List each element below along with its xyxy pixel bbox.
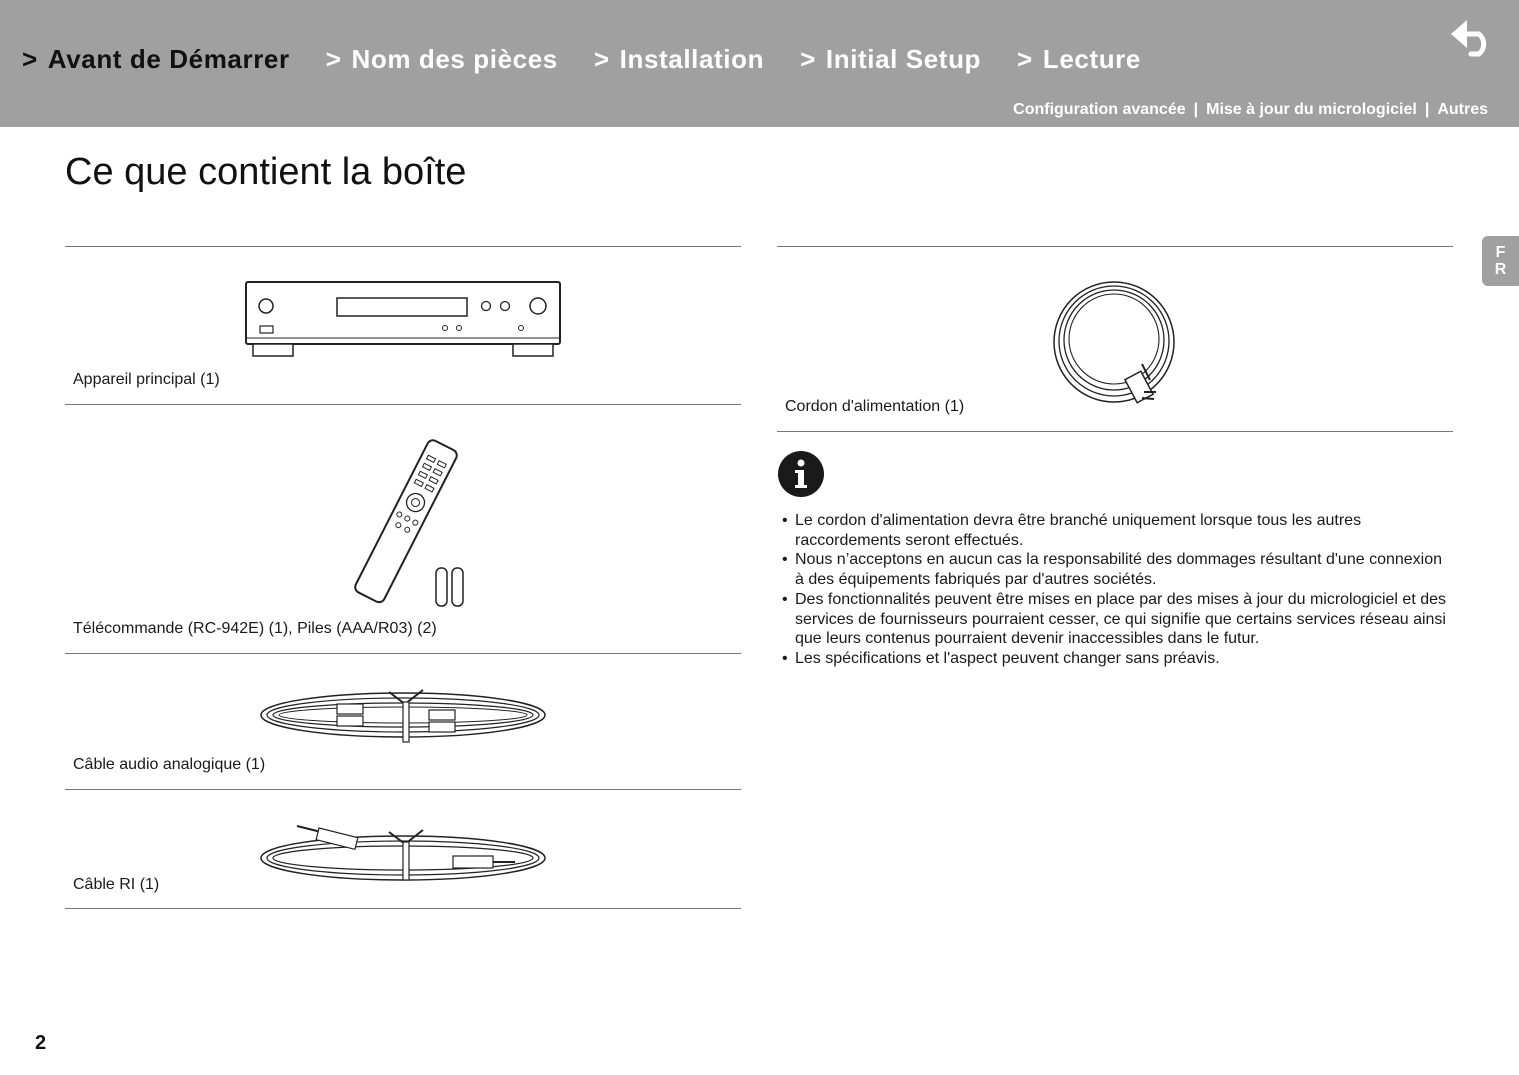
divider (65, 404, 741, 405)
divider (777, 246, 1453, 247)
divider (65, 908, 741, 909)
divider (65, 653, 741, 654)
caption-main-unit: Appareil principal (1) (73, 371, 220, 388)
subnav-configuration-avancee[interactable]: Configuration avancée (1013, 101, 1186, 118)
caption-ri-cable: Câble RI (1) (73, 876, 160, 893)
nav-item-installation[interactable]: > Installation (593, 44, 765, 74)
main-unit-illustration (243, 280, 563, 360)
note-item: • Des fonctionnalités peuvent être mises en place par des mises à jour du micrologiciel et des services de fournisseurs pourraient cesser, ce qui signifie que certains services réseau ainsi que leurs contenus pourraient devenir inaccessibles dans le futur. (782, 590, 1454, 649)
note-item: • Le cordon d'alimentation devra être branché uniquement lorsque tous les autres raccordements seront effectués. (782, 511, 1454, 550)
divider (777, 431, 1453, 432)
notes-list (782, 511, 1454, 669)
nav-item-initial-setup[interactable]: > Initial Setup (800, 44, 982, 74)
main-nav (22, 44, 1177, 75)
caption-remote: Télécommande (RC-942E) (1), Piles (AAA/R03) (2) (73, 620, 437, 637)
subnav-autres[interactable]: Autres (1437, 101, 1488, 118)
power-cord-illustration (1050, 278, 1180, 408)
caption-analog-cable: Câble audio analogique (1) (73, 756, 266, 773)
page-number: 2 (35, 1032, 47, 1054)
ri-cable-illustration (257, 820, 549, 884)
divider (65, 789, 741, 790)
language-tab: F R (1482, 236, 1519, 286)
analog-cable-illustration (257, 686, 549, 746)
page-title: Ce que contient la boîte (65, 151, 467, 193)
header-bar (0, 0, 1519, 127)
divider (65, 246, 741, 247)
note-item: • Nous n’acceptons en aucun cas la responsabilité des dommages résultant d'une connexion à des équipements fabriqués par d'autres sociétés. (782, 550, 1454, 589)
subnav-mise-a-jour[interactable]: Mise à jour du micrologiciel (1206, 101, 1417, 118)
caption-power-cord: Cordon d'alimentation (1) (785, 398, 965, 415)
info-icon (778, 451, 824, 497)
sub-nav: Configuration avancée | Mise à jour du micrologiciel | Autres (1013, 101, 1488, 118)
nav-item-lecture[interactable]: > Lecture (1017, 44, 1141, 74)
nav-item-nom-des-pieces[interactable]: > Nom des pièces (325, 44, 558, 74)
nav-item-avant-de-demarrer[interactable]: > Avant de Démarrer (22, 44, 290, 74)
remote-illustration (336, 434, 476, 610)
return-arrow-icon[interactable] (1449, 16, 1499, 58)
note-item: • Les spécifications et l'aspect peuvent changer sans préavis. (782, 649, 1454, 669)
